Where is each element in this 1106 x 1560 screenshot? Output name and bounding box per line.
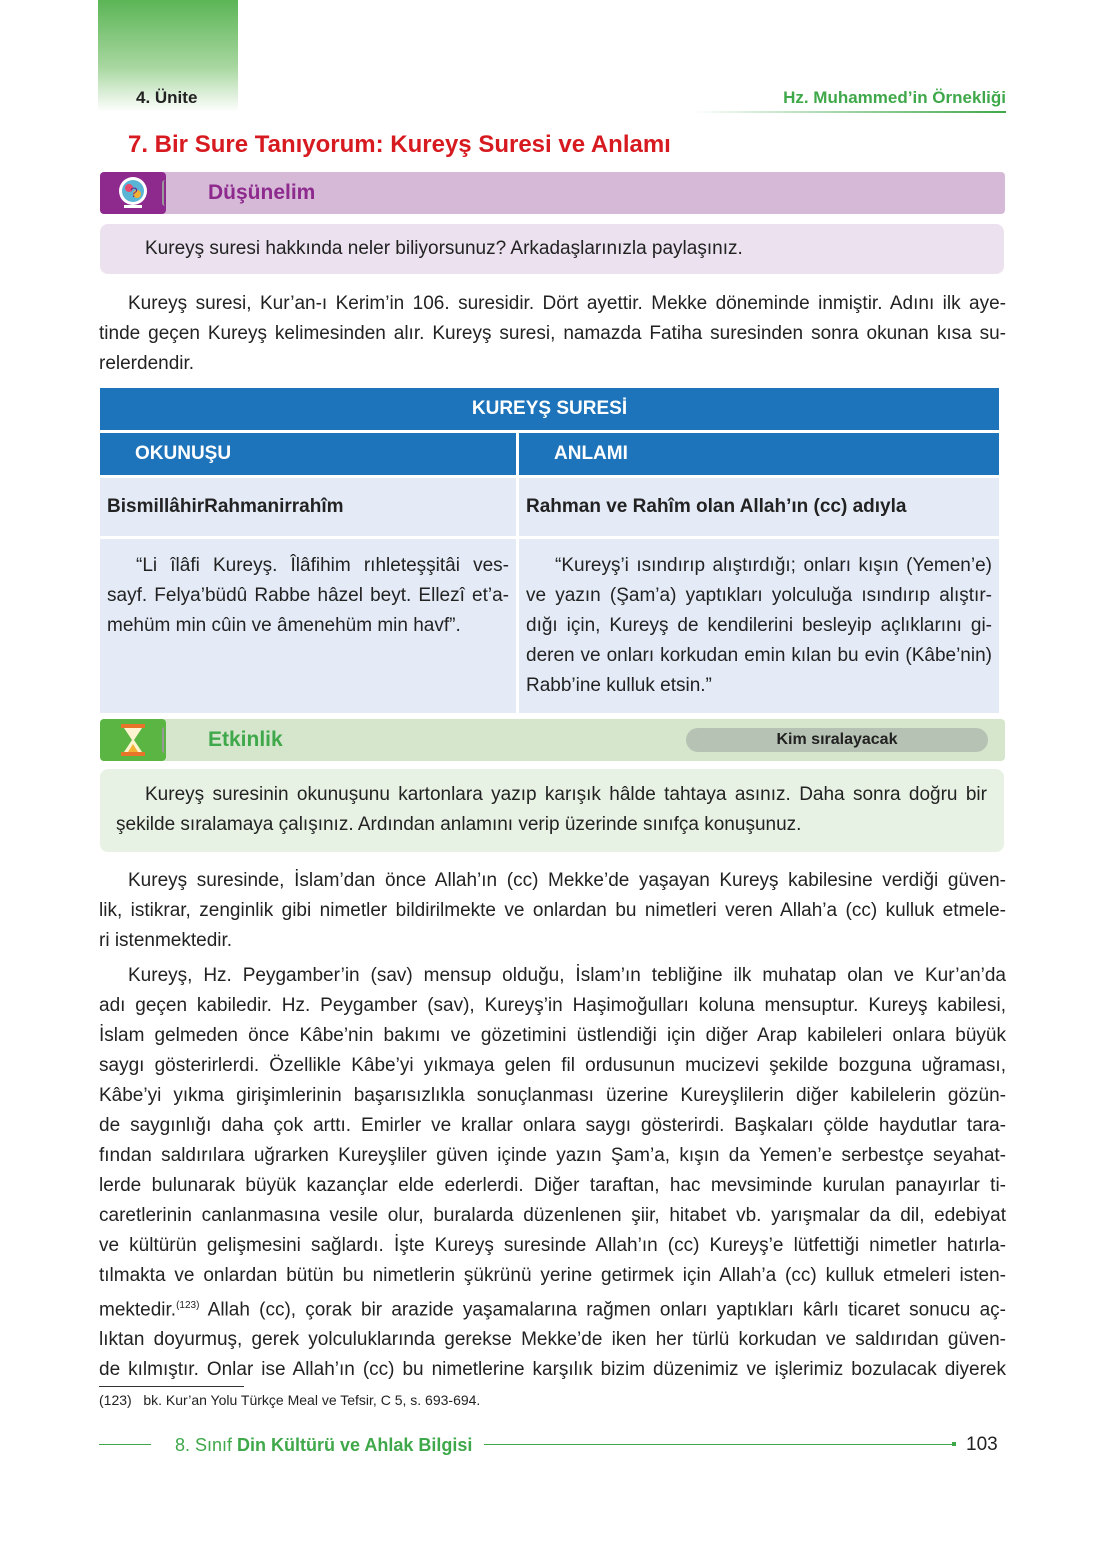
text-line: de saygınlığı daha çok arttı. Emirler ve krallar onlara saygı gösterirdi. Başkaları çölde haydutlar tara- (99, 1115, 1006, 1136)
chapter-title: Hz. Muhammed’in Örnekliği (783, 88, 1006, 107)
footer-rule-right (484, 1444, 954, 1445)
text-line: “Kureyş’i ısındırıp alıştırdığı; onları kışın (Yemen’e) (555, 555, 992, 576)
text-line: sayf. Felya’büdû Rabbe hâzel beyt. Ellezî et’a- (107, 585, 509, 606)
intro-paragraph (99, 289, 1006, 379)
thinking-head-icon (100, 172, 166, 214)
text-line: ri istenmektedir. (99, 930, 233, 951)
text-line: Kâbe’yi yıkma girişimlerinin başarısızlıkla sonuçlanması üzerine Kureyşlilerin diğer kabilelerin gözün- (99, 1085, 1006, 1106)
column-header-anlami: ANLAMI (519, 433, 999, 475)
footer-rule-left (99, 1444, 151, 1445)
text-line: şekilde sıralamaya çalışınız. Ardından anlamını verip üzerinde sınıfça konuşunuz. (116, 814, 802, 835)
unit-label: 4. Ünite (136, 88, 198, 107)
text-line: de kılmıştır. Onlar ise Allah’ın (cc) bu nimetlerine karşılık bizim düzenimiz ve işlerimiz bozulacak diyerek (99, 1359, 1006, 1381)
dusunelim-text: Kureyş suresi hakkında neler biliyorsunuz? Arkadaşlarınızla paylaşınız. (145, 238, 743, 259)
text-line: lik, istikrar, zenginlik gibi nimetler bildirilmekte ve onlardan bu nimetleri veren Allah’a (cc) kulluk etmele- (99, 900, 1006, 921)
text-line: mehüm min cûin ve âmenehüm min havf”. (107, 615, 461, 636)
text-line: lıktan doyurmuş, gerek yolculuklarında gerekse Mekke’de iken her türlü korkudan ve saldırıdan güven- (99, 1329, 1006, 1351)
table-cell: BismillâhirRahmanirrahîm (100, 478, 516, 536)
section-title: 7. Bir Sure Tanıyorum: Kureyş Suresi ve Anlamı (128, 131, 671, 158)
text-line: Kureyş suresinde, İslam’dan önce Allah’ın (cc) Mekke’de yaşayan Kureyş kabilesine verdiği güven- (128, 870, 1006, 891)
text-line: adı geçen kabiledir. Hz. Peygamber (sav), Kureyş’in Haşimoğulları koluna mensuptur. Kureyş kabilesi, (99, 995, 1006, 1016)
text-line: Kureyş suresinin okunuşunu kartonlara yazıp karışık hâlde tahtaya asınız. Daha sonra doğru bir (145, 784, 987, 805)
text-line: fından saldırılara uğrarken Kureyşliler güven içinde yazın Şam’a, kışın da Yemen’e serbestçe seyahat- (99, 1145, 1006, 1166)
text: Allah (cc), çorak bir arazide yaşamalarına rağmen onları yaptıkları kârlı ticaret sonucu aç- (199, 1299, 1006, 1321)
footnote-rule (99, 1386, 244, 1387)
paragraph-1 (99, 866, 1006, 956)
text-line-with-footnote (99, 1291, 1006, 1325)
binder-rings-icon (162, 727, 174, 753)
text-line: Kureyş, Hz. Peygamber’in (sav) mensup olduğu, İslam’ın tebliğine ilk muhatap olan ve Kur’an’da (128, 965, 1006, 986)
text-line: Rabb’ine kulluk etsin.” (526, 675, 712, 696)
text-line: saygı gösterirlerdi. Özellikle Kâbe’yi yıkmaya gelen fil ordusunun mucizevi şekilde bozguna uğraması, (99, 1055, 1006, 1076)
page-number: 103 (966, 1434, 998, 1455)
hourglass-icon (100, 719, 166, 761)
text-line: tinde geçen Kureyş kelimesinden alır. Kureyş suresi, namazda Fatiha suresinden sonra okunan kısa su- (99, 323, 1006, 344)
text-line: Kureyş suresi, Kur’an-ı Kerim’in 106. suresidir. Dört ayettir. Mekke döneminde inmiştir. Adını ilk aye- (128, 293, 1006, 314)
table-cell-anlam (519, 539, 999, 713)
table-title: KUREYŞ SURESİ (100, 388, 999, 430)
etkinlik-label: Etkinlik (208, 728, 283, 751)
svg-text:?: ? (130, 184, 138, 200)
activity-badge: Kim sıralayacak (686, 728, 988, 752)
text-line: “Li îlâfi Kureyş. Îlâfihim rıhleteşşitâi ves- (136, 555, 509, 576)
text-line: relerdendir. (99, 353, 195, 374)
text-line: İslam gelmeden önce Kâbe’nin bakımı ve gözetimini üstlendiği için diğer Arap kabileleri onlara büyük (99, 1025, 1006, 1046)
text: mektedir. (99, 1299, 177, 1321)
footer-book-title (175, 1435, 472, 1456)
footer-subject: Din Kültürü ve Ahlak Bilgisi (237, 1435, 473, 1455)
etkinlik-box (100, 769, 1004, 852)
binder-rings-icon (162, 180, 174, 206)
footer-grade: 8. Sınıf (175, 1435, 238, 1455)
text-line: tılmakta ve onlardan bütün bu nimetlerin şükrünü yerine getirmek için Allah’a (cc) kulluk etmeleri isten- (99, 1265, 1006, 1286)
kureys-table (97, 385, 1002, 716)
text-line: caretlerinin canlanmasına vesile olur, buralarda düzenlenen şiir, hitabet vb. yarışmalar da dil, edebiyat (99, 1205, 1006, 1226)
column-header-okunusu: OKUNUŞU (100, 433, 516, 475)
text-line: ve yazın (Şam’a) yaptıkları yolculuğa ısındırıp alıştır- (526, 585, 992, 606)
etkinlik-band (100, 719, 1005, 761)
footer-dot (952, 1442, 956, 1446)
footnote: (123) bk. Kur’an Yolu Türkçe Meal ve Tefsir, C 5, s. 693-694. (99, 1392, 481, 1408)
dusunelim-box (100, 224, 1004, 274)
text-line: ve kültürün gelişmesini sağlardı. İşte Kureyş suresinde Allah’ın (cc) Kureyş’e lütfettiği nimetler hatırla- (99, 1235, 1006, 1256)
dusunelim-band (100, 172, 1005, 214)
dusunelim-label: Düşünelim (208, 181, 316, 204)
text-line: dığı için, Kureyş de kendilerini besleyip açlıklarını gi- (526, 615, 992, 636)
chapter-underline (690, 111, 1006, 113)
table-cell: Rahman ve Rahîm olan Allah’ın (cc) adıyla (519, 478, 999, 536)
text-line: lerde bulunarak büyük kazançlar elde ederlerdi. Diğer taraftan, hac mevsiminde kurulan panayırlar ti- (99, 1175, 1006, 1196)
table-cell-okunus (100, 539, 516, 713)
footnote-reference[interactable]: (123) (176, 1300, 200, 1311)
paragraph-2 (99, 961, 1006, 1385)
text-line: deren ve onları korkudan emin kılan bu evin (Kâbe’nin) (526, 645, 992, 666)
